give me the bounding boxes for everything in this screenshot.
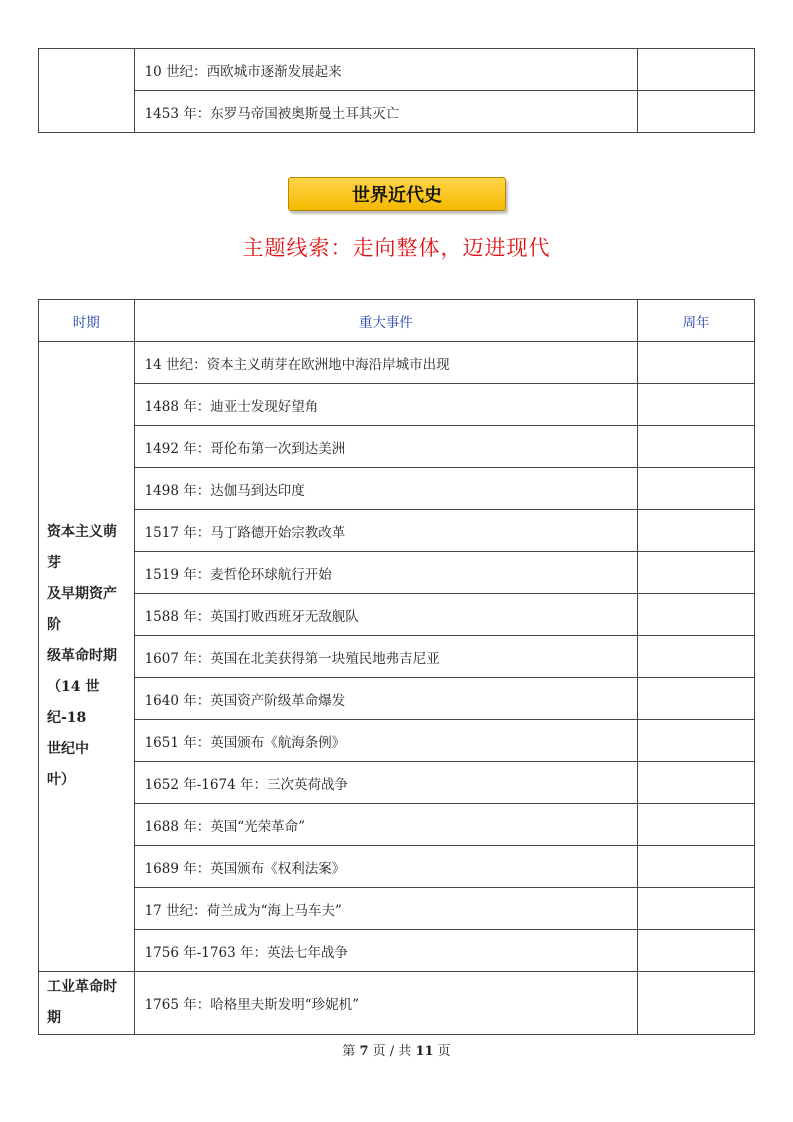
table-row: [39, 510, 755, 552]
period-line: 叶）: [47, 772, 75, 788]
table-row: [39, 636, 755, 678]
event-cell: 14 世纪：资本主义萌芽在欧洲地中海沿岸城市出现: [134, 342, 638, 384]
table-row: [39, 384, 755, 426]
anniversary-cell[interactable]: [638, 342, 755, 384]
event-cell: 1756 年-1763 年：英法七年战争: [134, 930, 638, 972]
anniversary-cell[interactable]: [638, 426, 755, 468]
main-table: [38, 299, 755, 1035]
anniversary-cell[interactable]: [638, 930, 755, 972]
header-anniversary: 周年: [638, 300, 755, 342]
table-row: [39, 846, 755, 888]
anniversary-cell[interactable]: [638, 510, 755, 552]
event-cell: 1652 年-1674 年：三次英荷战争: [134, 762, 638, 804]
anniversary-cell[interactable]: [638, 384, 755, 426]
table-row: [39, 552, 755, 594]
event-cell: 17 世纪：荷兰成为“海上马车夫”: [134, 888, 638, 930]
anniversary-cell[interactable]: [638, 636, 755, 678]
anniversary-cell[interactable]: [638, 552, 755, 594]
table-row: [39, 91, 755, 133]
event-cell: 1688 年：英国“光荣革命”: [134, 804, 638, 846]
event-cell: 1492 年：哥伦布第一次到达美洲: [134, 426, 638, 468]
table-row: [39, 972, 755, 1035]
period-line: 及早期资产阶: [47, 586, 117, 633]
anniversary-cell[interactable]: [638, 594, 755, 636]
event-cell: 1517 年：马丁路德开始宗教改革: [134, 510, 638, 552]
period-line: （14 世纪-18: [47, 679, 100, 726]
period-cell: [39, 49, 135, 133]
anniversary-cell[interactable]: [638, 678, 755, 720]
table-row: [39, 762, 755, 804]
table-row: [39, 888, 755, 930]
table-row: [39, 678, 755, 720]
period-line: 资本主义萌芽: [47, 524, 117, 571]
footer-mid: 页 / 共: [372, 1044, 412, 1059]
anniversary-cell[interactable]: [638, 91, 755, 133]
anniversary-cell[interactable]: [638, 888, 755, 930]
table-row: [39, 49, 755, 91]
table-row: [39, 720, 755, 762]
current-page: 7: [359, 1044, 369, 1059]
table-row: [39, 930, 755, 972]
period-cell: [39, 342, 135, 972]
table-row: [39, 468, 755, 510]
anniversary-cell[interactable]: [638, 468, 755, 510]
anniversary-cell[interactable]: [638, 49, 755, 91]
top-table: [38, 48, 755, 133]
event-cell: 1640 年：英国资产阶级革命爆发: [134, 678, 638, 720]
event-cell: 1498 年：达伽马到达印度: [134, 468, 638, 510]
table-row: [39, 804, 755, 846]
anniversary-cell[interactable]: [638, 762, 755, 804]
table-row: [39, 342, 755, 384]
anniversary-cell[interactable]: [638, 720, 755, 762]
theme-subtitle: 主题线索：走向整体，迈进现代: [242, 236, 551, 260]
footer-suffix: 页: [437, 1044, 451, 1059]
page-footer: [0, 1040, 793, 1059]
header-event: 重大事件: [134, 300, 638, 342]
period-line: 世纪中: [47, 741, 89, 757]
event-cell: 1453 年：东罗马帝国被奥斯曼土耳其灭亡: [134, 91, 638, 133]
footer-prefix: 第: [342, 1044, 356, 1059]
event-cell: 1588 年：英国打败西班牙无敌舰队: [134, 594, 638, 636]
period-cell: 工业革命时期: [39, 972, 135, 1035]
event-cell: 1689 年：英国颁布《权利法案》: [134, 846, 638, 888]
anniversary-cell[interactable]: [638, 972, 755, 1035]
event-cell: 1488 年：迪亚士发现好望角: [134, 384, 638, 426]
anniversary-cell[interactable]: [638, 804, 755, 846]
event-cell: 1519 年：麦哲伦环球航行开始: [134, 552, 638, 594]
event-cell: 1607 年：英国在北美获得第一块殖民地弗吉尼亚: [134, 636, 638, 678]
event-cell: 1651 年：英国颁布《航海条例》: [134, 720, 638, 762]
table-row: [39, 594, 755, 636]
total-pages: 11: [415, 1044, 434, 1059]
period-line: 级革命时期: [47, 648, 117, 664]
anniversary-cell[interactable]: [638, 846, 755, 888]
table-header: [39, 300, 755, 342]
section-banner: 世界近代史: [288, 177, 506, 211]
event-cell: 1765 年：哈格里夫斯发明“珍妮机”: [134, 972, 638, 1035]
event-cell: 10 世纪：西欧城市逐渐发展起来: [134, 49, 638, 91]
header-period: 时期: [39, 300, 135, 342]
table-row: [39, 426, 755, 468]
